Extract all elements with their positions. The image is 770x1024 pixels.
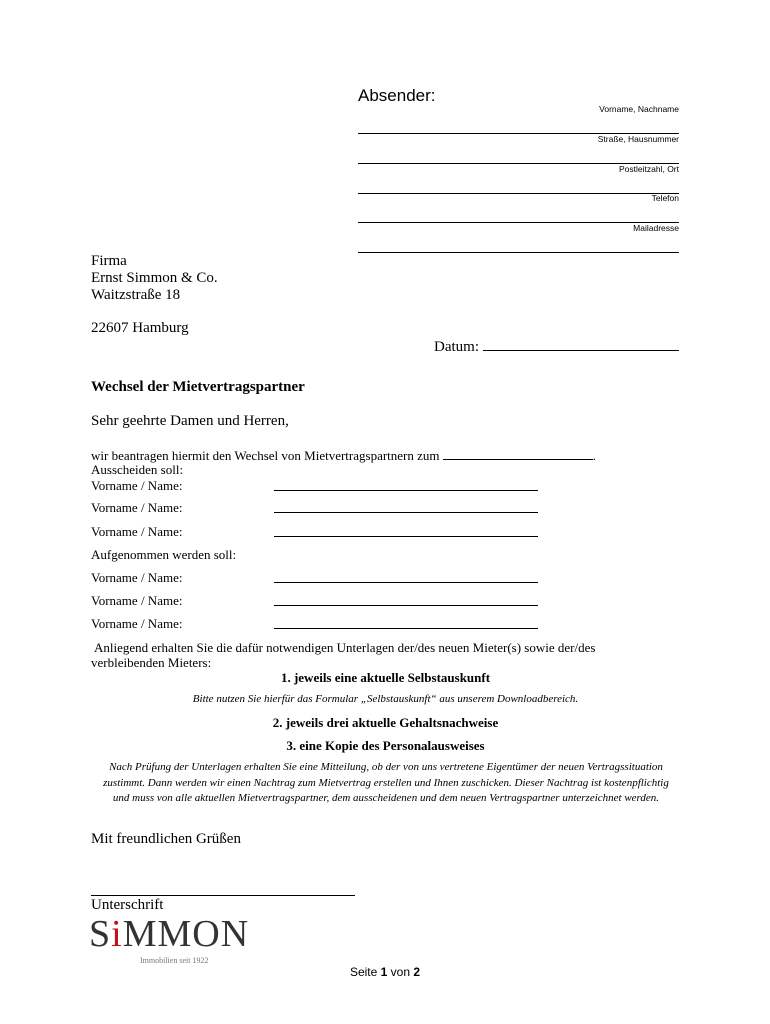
greeting: Sehr geehrte Damen und Herren, bbox=[91, 413, 289, 429]
name-label: Vorname / Name: bbox=[91, 500, 183, 515]
leaving-name-row-3[interactable] bbox=[91, 524, 541, 540]
joining-name-row-3[interactable] bbox=[91, 616, 541, 632]
footer-prefix: Seite bbox=[349, 965, 378, 979]
sender-name-field[interactable] bbox=[358, 104, 679, 134]
name-line bbox=[274, 536, 538, 537]
sender-name-label: Vorname, Nachname bbox=[599, 104, 679, 114]
footer-total: 2 bbox=[413, 965, 421, 979]
page-footer bbox=[0, 965, 770, 979]
sender-city-field[interactable] bbox=[358, 164, 679, 194]
leaving-name-row-1[interactable] bbox=[91, 478, 541, 494]
recipient-street: Waitzstraße 18 bbox=[91, 287, 181, 303]
logo-letter-i: i bbox=[111, 913, 123, 955]
documents-text: Anliegend erhalten Sie die dafür notwendigen Unterlagen der/des neuen Mieter(s) sowie der/des verbleibenden Mieters: bbox=[91, 640, 596, 670]
footer-page: 1 bbox=[380, 965, 388, 979]
intro-line bbox=[91, 447, 691, 463]
sender-email-line bbox=[358, 252, 679, 253]
name-line bbox=[274, 490, 538, 491]
logo-letters-mmon: MMON bbox=[122, 913, 250, 955]
recipient-company: Ernst Simmon & Co. bbox=[91, 270, 218, 286]
leaving-label: Ausscheiden soll: bbox=[91, 462, 184, 477]
sender-street-field[interactable] bbox=[358, 134, 679, 164]
intro-end: . bbox=[592, 448, 597, 463]
joining-label: Aufgenommen werden soll: bbox=[91, 547, 237, 562]
joining-name-row-2[interactable] bbox=[91, 593, 541, 609]
closing: Mit freundlichen Grüßen bbox=[91, 831, 241, 847]
final-note: Nach Prüfung der Unterlagen erhalten Sie eine Mitteilung, ob der von uns vertretene Eigentümer der neuen Vertragssituation zustimmt. Dann werden wir einen Nachtrag zum Mietvertrag erstellen und Ihnen zuschicken. Dieser Nachtrag ist kostenpflichtig und muss von alle aktuellen Mietvertragspartner, dem ausscheidenen und dem neuen Vertragspartner unterzeichnet werden. bbox=[103, 761, 669, 804]
signature-line[interactable] bbox=[91, 895, 355, 896]
name-line bbox=[274, 605, 538, 606]
signature-label: Unterschrift bbox=[91, 897, 164, 913]
date-line bbox=[483, 336, 679, 351]
sender-street-label: Straße, Hausnummer bbox=[597, 134, 679, 144]
name-label: Vorname / Name: bbox=[91, 524, 183, 539]
doc-item-2: 2. jeweils drei aktuelle Gehaltsnachweise bbox=[272, 715, 499, 730]
simmon-logo bbox=[89, 914, 249, 954]
sender-title: Absender: bbox=[358, 86, 436, 105]
date-label: Datum: bbox=[434, 339, 479, 355]
sender-city-label: Postleitzahl, Ort bbox=[619, 164, 679, 174]
name-line bbox=[274, 512, 538, 513]
change-date-blank[interactable] bbox=[443, 447, 593, 460]
date-field[interactable] bbox=[434, 336, 679, 356]
doc-item-3: 3. eine Kopie des Personalausweises bbox=[286, 738, 485, 753]
name-label: Vorname / Name: bbox=[91, 616, 183, 631]
letter-subject: Wechsel der Mietvertragspartner bbox=[91, 379, 305, 395]
logo-letter-s: S bbox=[89, 913, 112, 955]
leaving-name-row-2[interactable] bbox=[91, 500, 541, 516]
name-label: Vorname / Name: bbox=[91, 593, 183, 608]
footer-middle: von bbox=[390, 965, 411, 979]
name-line bbox=[274, 582, 538, 583]
sender-email-field[interactable] bbox=[358, 223, 679, 253]
recipient-city: 22607 Hamburg bbox=[91, 320, 189, 336]
logo-subtitle: Immobilien seit 1922 bbox=[140, 956, 209, 965]
doc-item-1: 1. jeweils eine aktuelle Selbstauskunft bbox=[280, 670, 491, 685]
sender-phone-field[interactable] bbox=[358, 193, 679, 223]
doc-item-1-note: Bitte nutzen Sie hierfür das Formular „Selbstauskunft“ aus unserem Downloadbereich. bbox=[192, 693, 579, 705]
name-label: Vorname / Name: bbox=[91, 478, 183, 493]
joining-name-row-1[interactable] bbox=[91, 570, 541, 586]
sender-phone-label: Telefon bbox=[651, 193, 679, 203]
name-line bbox=[274, 628, 538, 629]
name-label: Vorname / Name: bbox=[91, 570, 183, 585]
intro-text: wir beantragen hiermit den Wechsel von Mietvertragspartnern zum bbox=[91, 448, 440, 463]
sender-email-label: Mailadresse bbox=[633, 223, 679, 233]
logo-wordmark bbox=[89, 914, 249, 954]
recipient-company-label: Firma bbox=[91, 253, 127, 269]
